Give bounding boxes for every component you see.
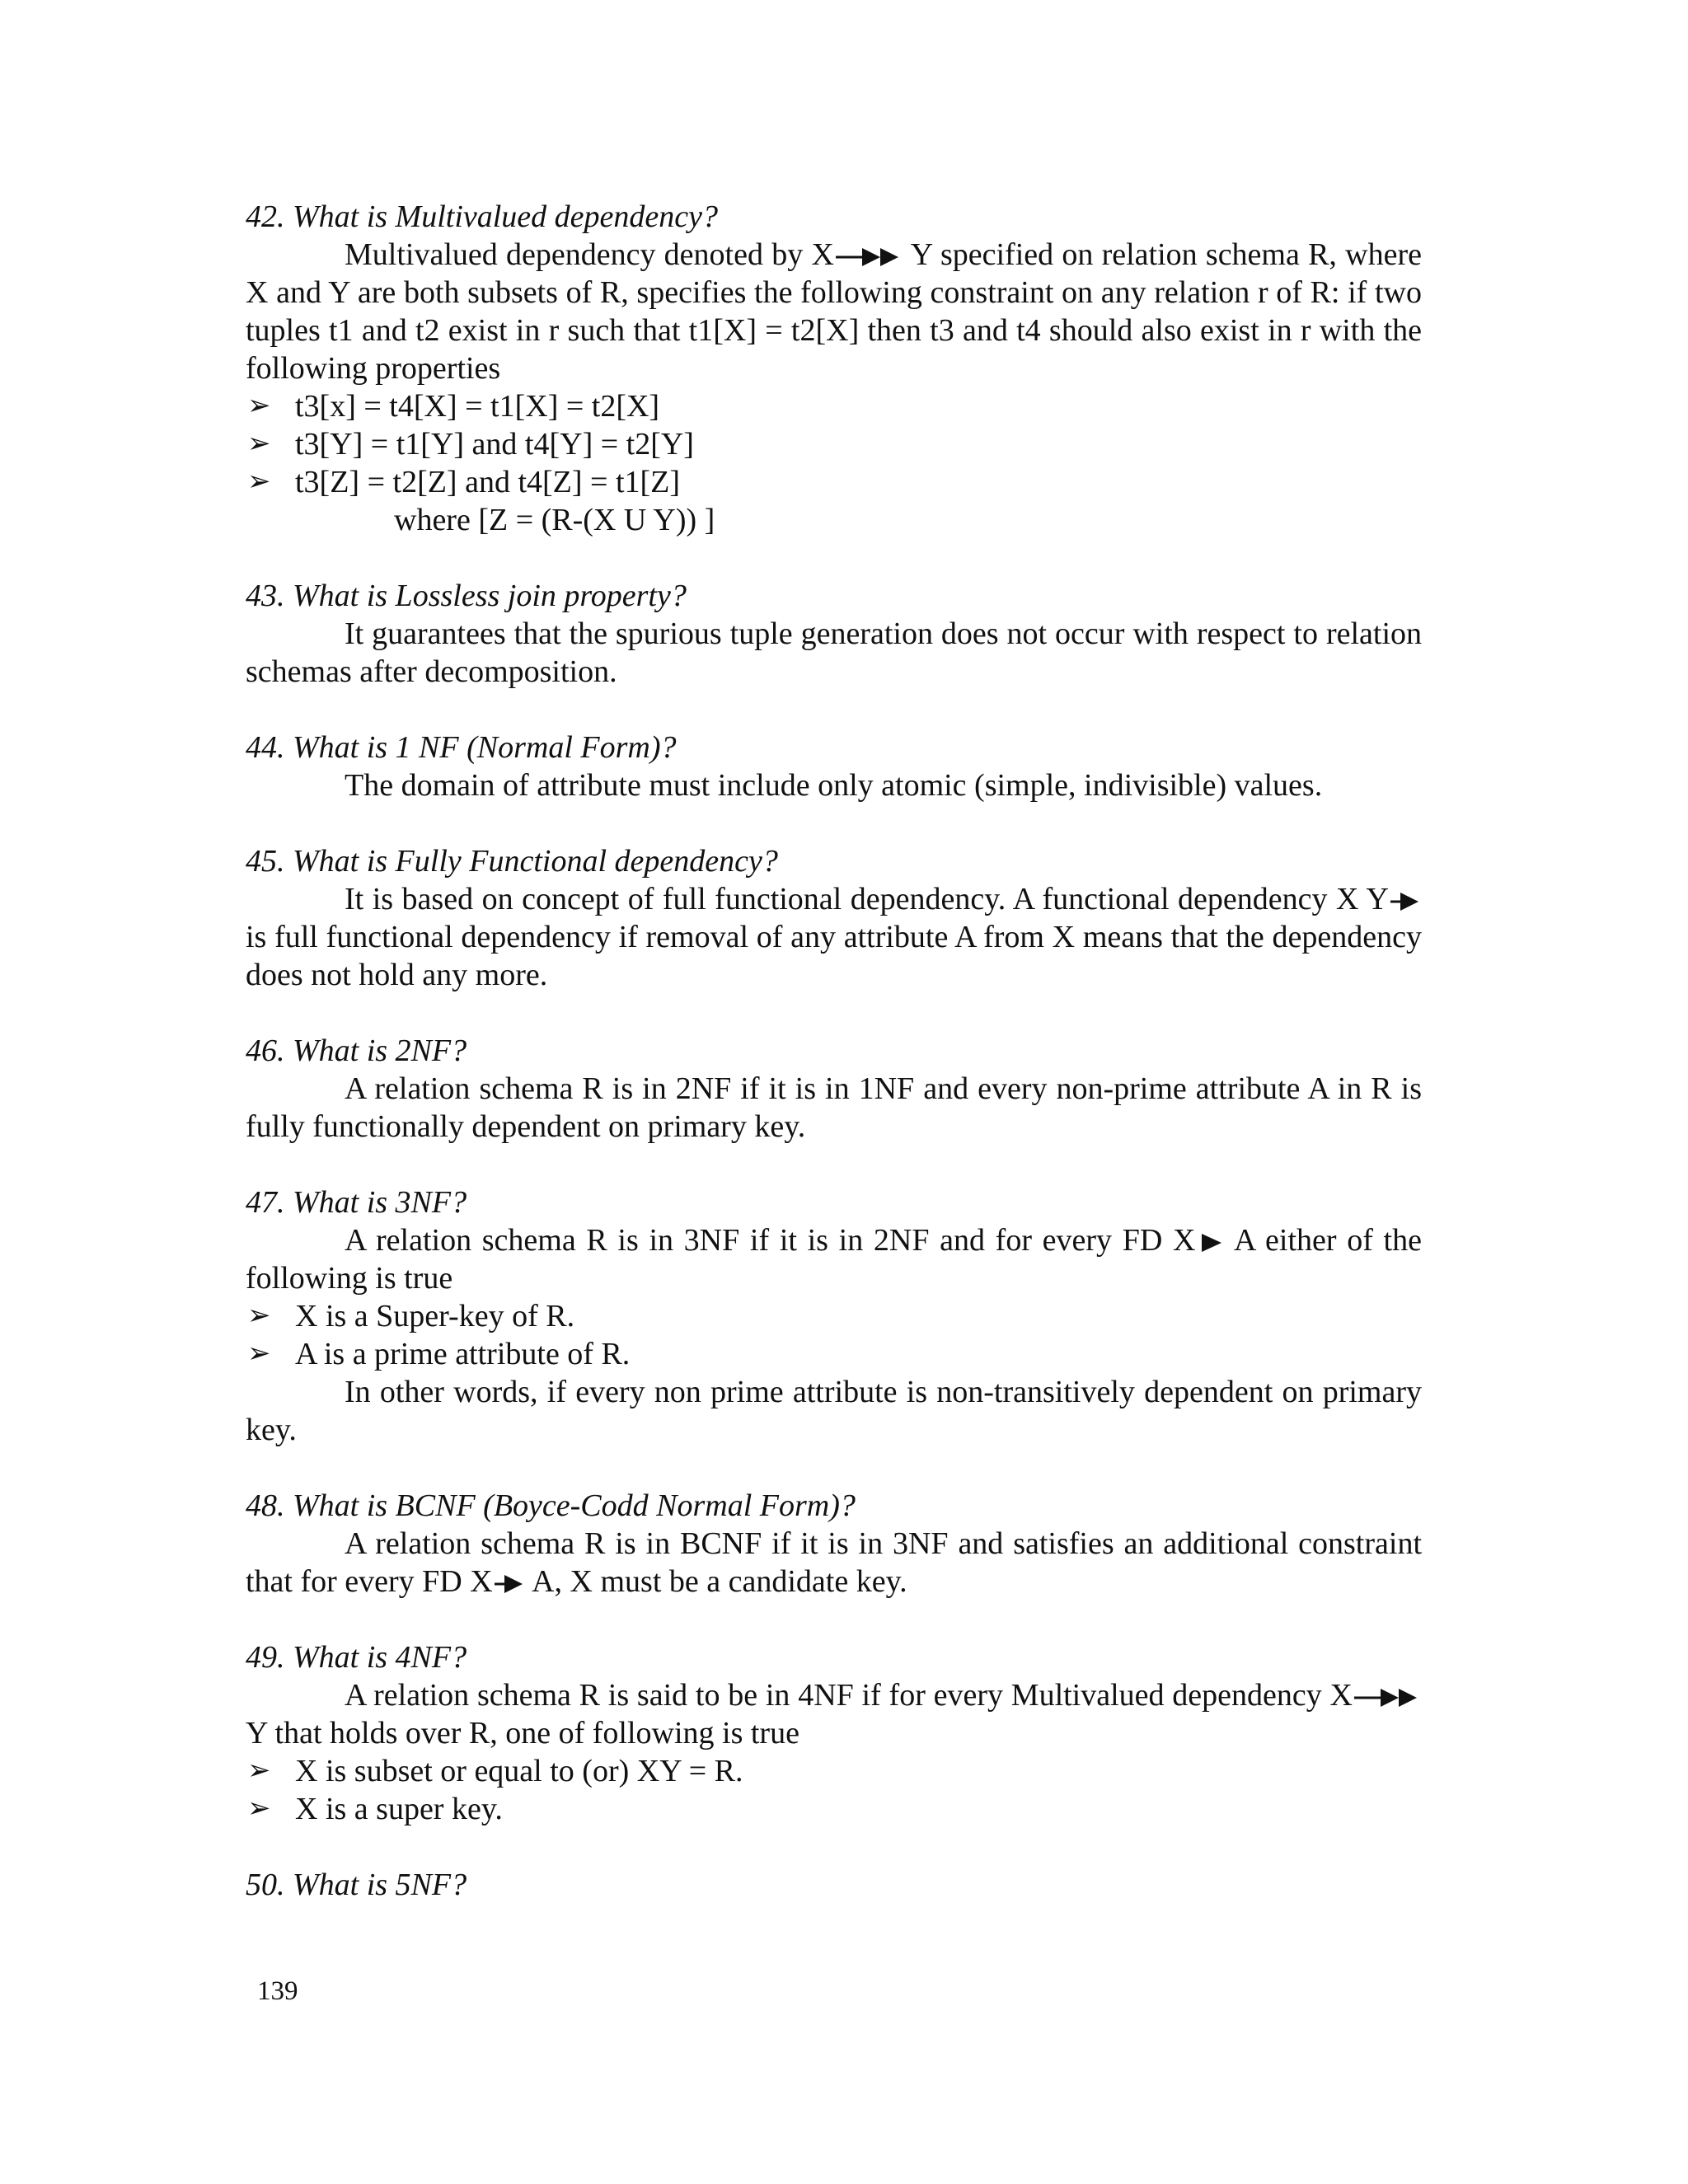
section-47 bbox=[246, 1183, 1422, 1449]
question-heading: 47. What is 3NF? bbox=[246, 1185, 467, 1220]
answer-paragraph: A relation schema R is in 3NF if it is in 2NF and for every FD X A either of the following is true bbox=[246, 1223, 1422, 1296]
bullet-arrow-icon: ➢ bbox=[247, 1755, 271, 1786]
question-heading: 50. What is 5NF? bbox=[246, 1868, 467, 1902]
multivalued-arrow-icon bbox=[834, 246, 903, 269]
page-number: 139 bbox=[257, 1976, 298, 2006]
list-item: ➢ X is subset or equal to (or) XY = R. bbox=[247, 1754, 743, 1788]
answer-paragraph: The domain of attribute must include only atomic (simple, indivisible) values. bbox=[345, 768, 1323, 803]
functional-arrow-icon bbox=[1195, 1231, 1225, 1254]
answer-paragraph: A relation schema R is in BCNF if it is in 3NF and satisfies an additional constraint that for every FD X A, X must be a candidate key. bbox=[246, 1526, 1422, 1599]
section-46 bbox=[246, 1032, 1422, 1146]
answer-paragraph: A relation schema R is said to be in 4NF if for every Multivalued dependency XY that holds over R, one of following is true bbox=[246, 1676, 1422, 1752]
list-item: ➢ X is a Super-key of R. bbox=[247, 1299, 575, 1333]
question-heading: 46. What is 2NF? bbox=[246, 1033, 467, 1068]
page-content bbox=[246, 198, 1422, 1942]
list-item: ➢ t3[Z] = t2[Z] and t4[Z] = t1[Z] bbox=[247, 465, 681, 499]
question-heading: 48. What is BCNF (Boyce-Codd Normal Form)? bbox=[246, 1488, 856, 1523]
list-item: ➢ X is a super key. bbox=[247, 1792, 503, 1826]
list-item: ➢ A is a prime attribute of R. bbox=[247, 1337, 631, 1371]
list-item: ➢ t3[x] = t4[X] = t1[X] = t2[X] bbox=[247, 389, 660, 424]
answer-paragraph: In other words, if every non prime attribute is non-transitively dependent on primary key. bbox=[246, 1375, 1422, 1447]
question-heading: 44. What is 1 NF (Normal Form)? bbox=[246, 730, 677, 765]
section-44 bbox=[246, 729, 1422, 804]
question-heading: 49. What is 4NF? bbox=[246, 1640, 467, 1675]
answer-paragraph: A relation schema R is in 2NF if it is in 1NF and every non-prime attribute A in R is fully functionally dependent on primary key. bbox=[246, 1071, 1422, 1144]
list-item: ➢ t3[Y] = t1[Y] and t4[Y] = t2[Y] bbox=[247, 427, 694, 462]
answer-paragraph: It is based on concept of full functional dependency. A functional dependency X Y is full functional dependency if removal of any attribute A from X means that the dependency does not hold any more. bbox=[246, 882, 1422, 992]
multivalued-arrow-icon bbox=[1353, 1686, 1422, 1709]
section-50 bbox=[246, 1866, 1422, 1904]
question-heading: 45. What is Fully Functional dependency? bbox=[246, 844, 778, 879]
bullet-arrow-icon: ➢ bbox=[247, 429, 271, 459]
answer-paragraph: It guarantees that the spurious tuple generation does not occur with respect to relation schemas after decomposition. bbox=[246, 616, 1422, 689]
functional-arrow-icon bbox=[1389, 890, 1422, 913]
bullet-arrow-icon: ➢ bbox=[247, 466, 271, 497]
question-heading: 43. What is Lossless join property? bbox=[246, 579, 687, 613]
section-45 bbox=[246, 842, 1422, 994]
section-48 bbox=[246, 1487, 1422, 1601]
section-42 bbox=[246, 198, 1422, 539]
bullet-arrow-icon: ➢ bbox=[247, 1793, 271, 1824]
section-43 bbox=[246, 577, 1422, 691]
section-49 bbox=[246, 1638, 1422, 1828]
bullet-arrow-icon: ➢ bbox=[247, 391, 271, 421]
where-line: where [Z = (R-(X U Y)) ] bbox=[394, 503, 715, 537]
bullet-arrow-icon: ➢ bbox=[247, 1301, 271, 1331]
answer-paragraph: Multivalued dependency denoted by X Y specified on relation schema R, where X and Y are both subsets of R, specifies the following constraint on any relation r of R: if two tuples t1 and t2 exist in r such that t1[X] = t2[X] then t3 and t4 should also exist in r with the following properties bbox=[246, 237, 1422, 386]
question-heading: 42. What is Multivalued dependency? bbox=[246, 199, 719, 234]
functional-arrow-icon bbox=[493, 1572, 526, 1596]
bullet-arrow-icon: ➢ bbox=[247, 1338, 271, 1369]
